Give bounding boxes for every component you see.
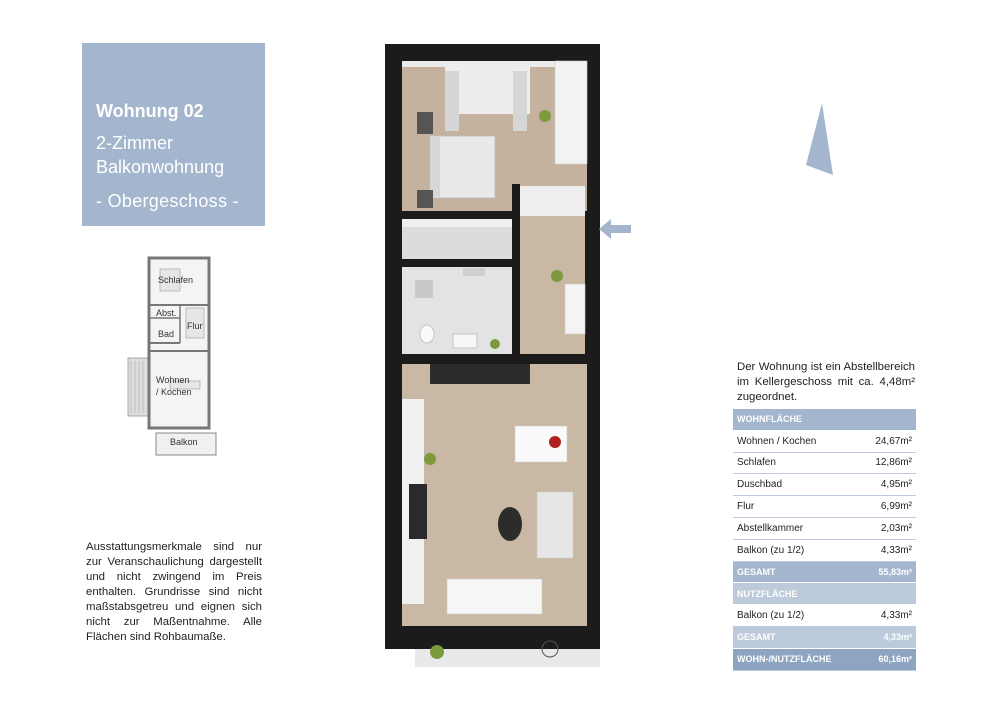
- floor-plan-drawing: [385, 44, 605, 669]
- grand-total-label: WOHN-/NUTZFLÄCHE: [733, 648, 860, 670]
- area-table: [733, 409, 916, 671]
- row-label: Duschbad: [733, 474, 860, 496]
- total-label: GESAMT: [733, 626, 860, 648]
- floor-plan: [385, 44, 605, 669]
- table-total-wohnflaeche: [733, 561, 916, 583]
- storage-note: Der Wohnung ist ein Abstellbereich im Kellergeschoss mit ca. 4,48m² zugeordnet.: [737, 361, 915, 403]
- row-label: Balkon (zu 1/2): [733, 605, 860, 627]
- keyplan-label-flur: Flur: [187, 321, 203, 331]
- row-label: Abstellkammer: [733, 517, 860, 539]
- row-value: 12,86m²: [860, 452, 916, 474]
- table-header-nutzflaeche: [733, 583, 916, 605]
- north-arrow-icon: [806, 103, 834, 175]
- row-value: 4,95m²: [860, 474, 916, 496]
- keyplan-label-kochen: / Kochen: [156, 387, 192, 397]
- row-label: Schlafen: [733, 452, 860, 474]
- keyplan-label-abst: Abst.: [156, 308, 177, 318]
- row-value: 2,03m²: [860, 517, 916, 539]
- table-row: [733, 452, 916, 474]
- floor-label: - Obergeschoss -: [96, 191, 239, 211]
- table-grand-total: [733, 648, 916, 670]
- key-plan: [120, 255, 230, 460]
- table-row: [733, 496, 916, 518]
- table-total-nutzflaeche: [733, 626, 916, 648]
- unit-type-line1: 2-Zimmer: [96, 133, 173, 153]
- total-value: 4,33m²: [860, 626, 916, 648]
- table-row: [733, 517, 916, 539]
- row-value: 24,67m²: [860, 430, 916, 452]
- keyplan-label-balkon: Balkon: [170, 437, 198, 447]
- row-value: 4,33m²: [860, 539, 916, 561]
- keyplan-label-wohnen: Wohnen: [156, 375, 190, 385]
- row-label: Wohnen / Kochen: [733, 430, 860, 452]
- disclaimer-text: Ausstattungsmerkmale sind nur zur Veranschaulichung dargestellt und nicht zwingend im Preis enthalten. Grundrisse sind nicht maßstabsgetreu und eignen sich nicht zur Maßentnahme. Alle Flächen sind Rohbaumaße.: [86, 541, 262, 643]
- keyplan-label-schlafen: Schlafen: [158, 275, 194, 285]
- keyplan-label-bad: Bad: [158, 329, 175, 339]
- wohnflaeche-header: WOHNFLÄCHE: [733, 409, 916, 430]
- key-plan-drawing: [120, 255, 230, 460]
- total-value: 55,83m²: [860, 561, 916, 583]
- table-header-wohnflaeche: [733, 409, 916, 430]
- table-row: [733, 430, 916, 452]
- table-row: [733, 539, 916, 561]
- unit-type-line2: Balkonwohnung: [96, 157, 225, 177]
- entry-arrow-icon: [599, 219, 631, 239]
- grand-total-value: 60,16m²: [860, 648, 916, 670]
- row-label: Flur: [733, 496, 860, 518]
- unit-title: Wohnung 02: [96, 101, 204, 121]
- row-label: Balkon (zu 1/2): [733, 539, 860, 561]
- row-value: 4,33m²: [860, 605, 916, 627]
- table-row: [733, 474, 916, 496]
- unit-type: [96, 131, 224, 179]
- total-label: GESAMT: [733, 561, 860, 583]
- row-value: 6,99m²: [860, 496, 916, 518]
- title-box: [82, 43, 265, 226]
- nutzflaeche-header: NUTZFLÄCHE: [733, 583, 916, 605]
- table-row: [733, 605, 916, 627]
